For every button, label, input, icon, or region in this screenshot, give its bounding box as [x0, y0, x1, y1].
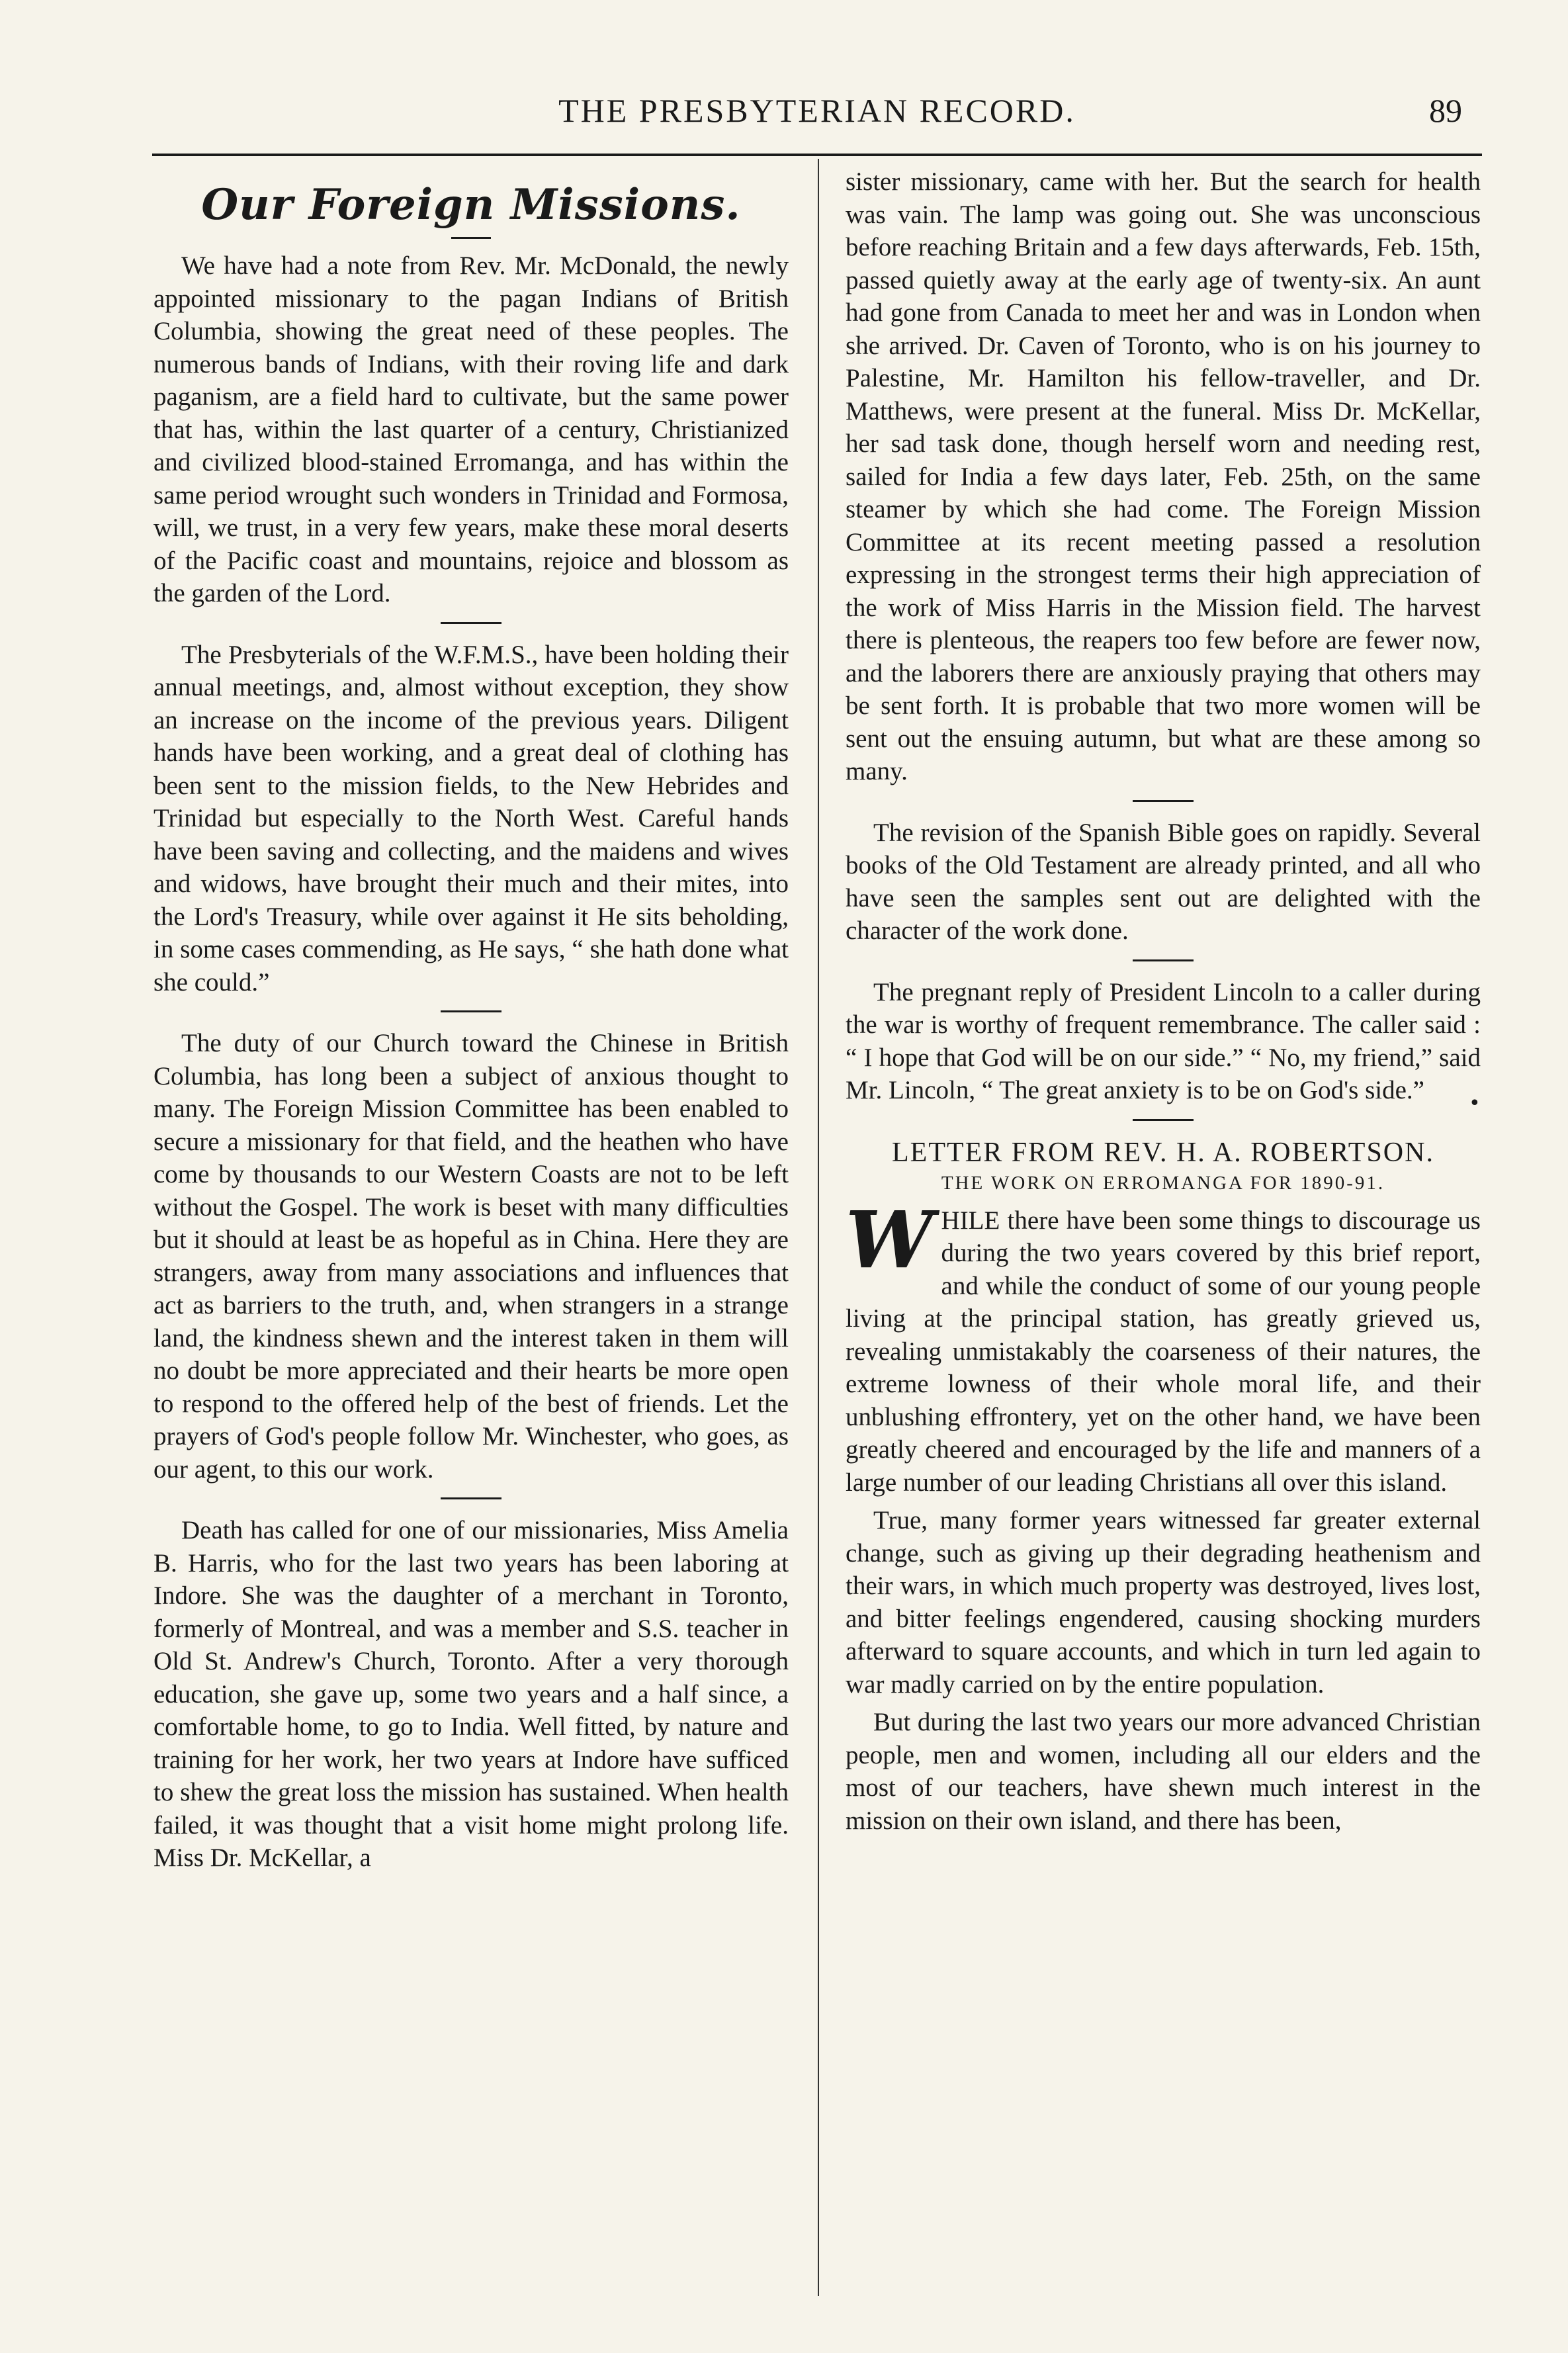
section-title: Our Foreign Missions. — [201, 180, 741, 230]
publication-title: THE PRESBYTERIAN RECORD. — [558, 92, 1076, 129]
paragraph-chinese-mission: The duty of our Church toward the Chinese in British Columbia, has long been a subject of anxious thought to many. The Foreign Mission Committee has been enabled to secure a missionary for that field, and the heathen who have come by thousands to our Western Coasts are not to be left without the Gospel. The work is beset with many difficulties but it should at least be as hopeful as in China. Here they are strangers, away from many associations and influences that act as barriers to the truth, and, when strangers in a strange land, the kindness shewn and the interest taken in them will no doubt be more appreciated and their hearts be more open to respond to the offered help of the best of friends. Let the prayers of God's people follow Mr. Winchester, who goes, as our agent, to this our work. — [153, 1029, 789, 1484]
letter-title: LETTER FROM REV. H. A. ROBERTSON. — [892, 1137, 1434, 1168]
paragraph-spanish-bible: The revision of the Spanish Bible goes on rapidly. Several books of the Old Testament are already printed, and all who have seen the samples sent out are delighted with the character of the work done. — [846, 818, 1481, 945]
page-header — [152, 85, 1482, 138]
drop-cap-letter: W — [846, 1193, 934, 1286]
letter-subtitle: THE WORK ON ERROMANGA FOR 1890-91. — [941, 1172, 1385, 1194]
paragraph-mcdonald: We have had a note from Rev. Mr. McDonald, the newly appointed missionary to the pagan Indians of British Columbia, showing the great need of these peoples. The numerous bands of Indians, with their roving life and dark paganism, are a field hard to cultivate, but the same power that has, within the last quarter of a century, Christianized and civilized blood-stained Erromanga, and has within the same period wrought such wonders in Trinidad and Formosa, will, we trust, in a very few years, make these moral deserts of the Pacific coast and mountains, rejoice and blossom as the garden of the Lord. — [153, 251, 789, 607]
separator-rule — [441, 622, 501, 624]
column-divider — [818, 159, 819, 2296]
paragraph-lincoln: The pregnant reply of President Lincoln to a caller during the war is worthy of frequent remembrance. The caller said : “ I hope that God will be on our side.” “ No, my friend,” said Mr. Lincoln, “ The great anxiety is to be on God's side.” — [846, 977, 1481, 1104]
separator-rule — [441, 1497, 501, 1499]
paragraph-letter-opening — [846, 1193, 1481, 1499]
left-column — [153, 165, 789, 1875]
paragraph-wfms: The Presbyterials of the W.F.M.S., have been holding their annual meetings, and, almost without exception, they show an increase on the income of the previous years. Diligent hands have been working, and a great deal of clothing has been sent to the mission fields, to the New Hebrides and Trinidad but especially to the North West. Careful hands have been saving and collecting, and the maidens and wives and widows, have brought their much and their mites, into the Lord's Treasury, while over against it He sits beholding, in some cases commending, as He says, “ she hath done what she could.” — [153, 640, 789, 997]
paragraph-last-two-years: But during the last two years our more advanced Christian people, men and women, including all our elders and the most of our teachers, have shewn much interest in the mission on their own island, and there has been, — [846, 1708, 1481, 1835]
paragraph-former-years: True, many former years witnessed far greater external change, such as giving up their degrading heathenism and their wars, in which much property was destroyed, lives lost, and bitter feelings engendered, causing shocking murders afterward to square accounts, and which in turn led again to war madly carried on by the entire population. — [846, 1506, 1481, 1699]
letter-opening-text: HILE there have been some things to discourage us during the two years covered by this brief report, and while the conduct of some of our young people living at the principal station, has greatly grieved us, revealing unmistakably the coarseness of their natures, the extreme lowness of their whole moral life, and their unblushing effrontery, yet on the other hand, we have been greatly cheered and encouraged by the life and manners of a large number of our leading Christians all over this island. — [846, 1206, 1481, 1497]
separator-rule — [1133, 800, 1194, 802]
page-number: 89 — [1429, 92, 1462, 129]
header-rule — [152, 154, 1482, 156]
separator-rule — [1133, 959, 1194, 961]
paragraph-harris-obituary: Death has called for one of our missionaries, Miss Amelia B. Harris, who for the last two years has been laboring at Indore. She was the daughter of a merchant in Toronto, formerly of Montreal, and was a member and S.S. teacher in Old St. Andrew's Church, Toronto. After a very thorough education, she gave up, some two years and a half since, a comfortable home, to go to India. Well fitted, by nature and training for her work, her two years at Indore have sufficed to shew the great loss the mission has sustained. When health failed, it was thought that a visit home might prolong life. Miss Dr. McKellar, a — [153, 1516, 789, 1872]
separator-rule — [1133, 1119, 1194, 1121]
stray-mark: • — [1469, 1092, 1481, 1115]
right-column — [846, 165, 1481, 1837]
separator-rule — [451, 237, 491, 239]
separator-rule — [441, 1010, 501, 1012]
paragraph-harris-continued: sister missionary, came with her. But the search for health was vain. The lamp was going out. She was unconscious before reaching Britain and a few days afterwards, Feb. 15th, passed quietly away at the early age of twenty-six. An aunt had gone from Canada to meet her and was in London when she arrived. Dr. Caven of Toronto, who is on his journey to Palestine, Mr. Hamilton his fellow-traveller, and Dr. Matthews, were present at the funeral. Miss Dr. McKellar, her sad task done, though herself worn and needing rest, sailed for India a few days later, Feb. 25th, on the same steamer by which she had come. The Foreign Mission Committee at its recent meeting passed a resolution expressing in the strongest terms their high appreciation of the work of Miss Harris in the Mission field. The harvest there is plenteous, the reapers too few before are fewer now, and the laborers there are anxiously praying that others may be sent forth. It is probable that two more women will be sent out the ensuing autumn, but what are these among so many. — [846, 167, 1481, 785]
